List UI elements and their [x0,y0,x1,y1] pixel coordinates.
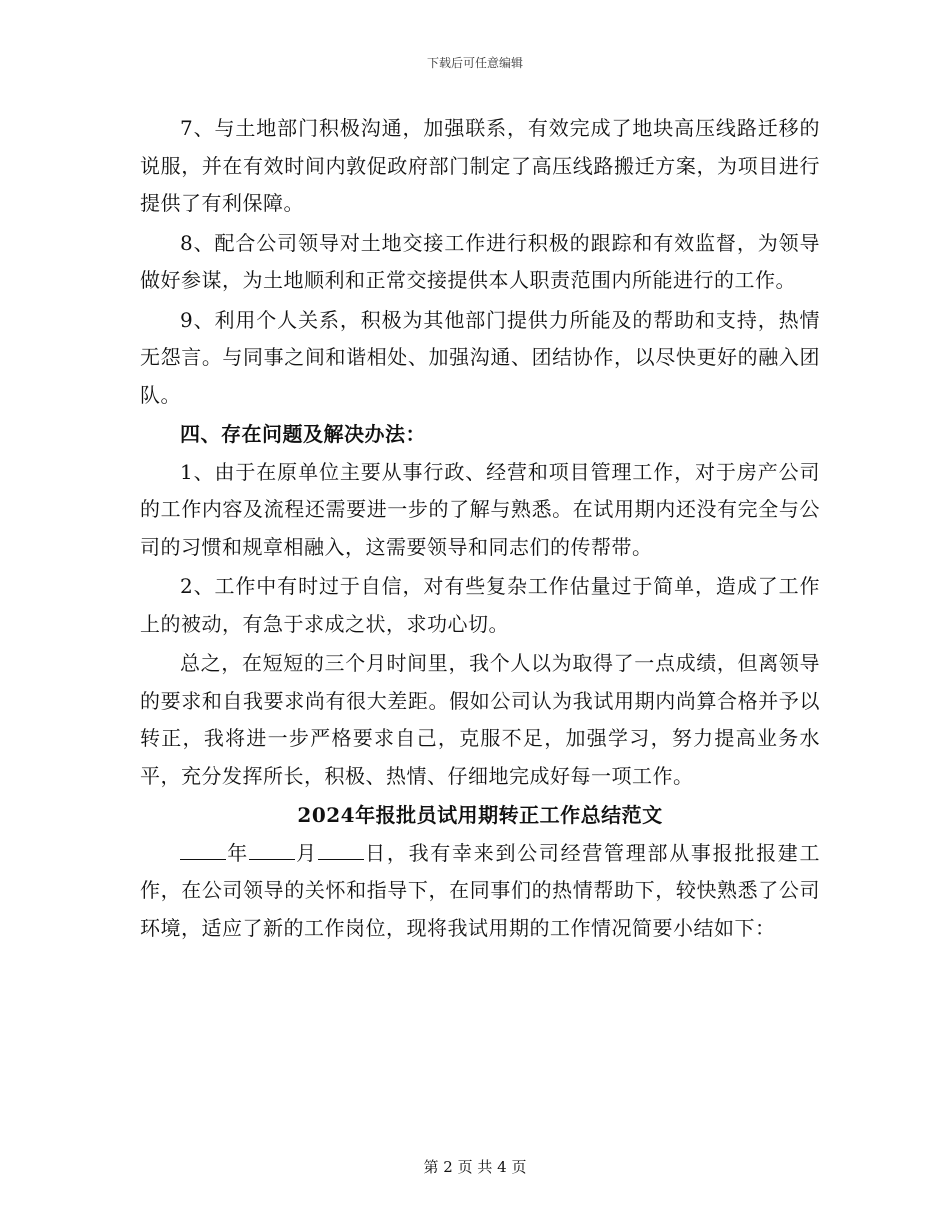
document-body [140,110,820,949]
paragraph-problem-2: 2、工作中有时过于自信，对有些复杂工作估量过于简单，造成了工作上的被动，有急于求成之状，求功心切。 [140,574,820,636]
paragraph-item-7: 7、与土地部门积极沟通，加强联系，有效完成了地块高压线路迁移的说服，并在有效时间内敦促政府部门制定了高压线路搬迁方案，为项目进行提供了有利保障。 [140,116,820,215]
section-heading-problems: 四、存在问题及解决办法： [180,422,426,446]
intro-text: 日，我有幸来到公司经营管理部从事报批报建工作，在公司领导的关怀和指导下，在同事们的热情帮助下，较快熟悉了公司环境，适应了新的工作岗位，现将我试用期的工作情况简要小结如下： [140,840,821,940]
date-blank-day [318,858,364,860]
date-blank-year [180,858,226,860]
intro-year-label: 年 [226,840,249,865]
document-title: 2024年报批员试用期转正工作总结范文 [297,803,663,827]
date-blank-month [249,858,295,860]
paragraph-item-9: 9、利用个人关系，积极为其他部门提供力所能及的帮助和支持，热情无怨言。与同事之间和谐相处、加强沟通、团结协作，以尽快更好的融入团队。 [140,307,820,407]
paragraph-intro [140,835,820,948]
intro-month-label: 月 [294,840,318,865]
paragraph-problem-1: 1、由于在原单位主要从事行政、经营和项目管理工作，对于房产公司的工作内容及流程还需要进一步的了解与熟悉。在试用期内还没有完全与公司的习惯和规章相融入，这需要领导和同志们的传帮带。 [140,459,820,559]
paragraph-item-8: 8、配合公司领导对土地交接工作进行积极的跟踪和有效监督，为领导做好参谋，为土地顺利和正常交接提供本人职责范围内所能进行的工作。 [140,230,820,292]
page-number: 第 2 页 共 4 页 [423,1158,527,1176]
paragraph-summary: 总之，在短短的三个月时间里，我个人以为取得了一点成绩，但离领导的要求和自我要求尚有很大差距。假如公司认为我试用期内尚算合格并予以转正，我将进一步严格要求自己，克服不足，加强学习，努力提高业务水平，充分发挥所长，积极、热情、仔细地完成好每一项工作。 [140,651,820,788]
page-header-note: 下载后可任意编辑 [426,56,523,70]
